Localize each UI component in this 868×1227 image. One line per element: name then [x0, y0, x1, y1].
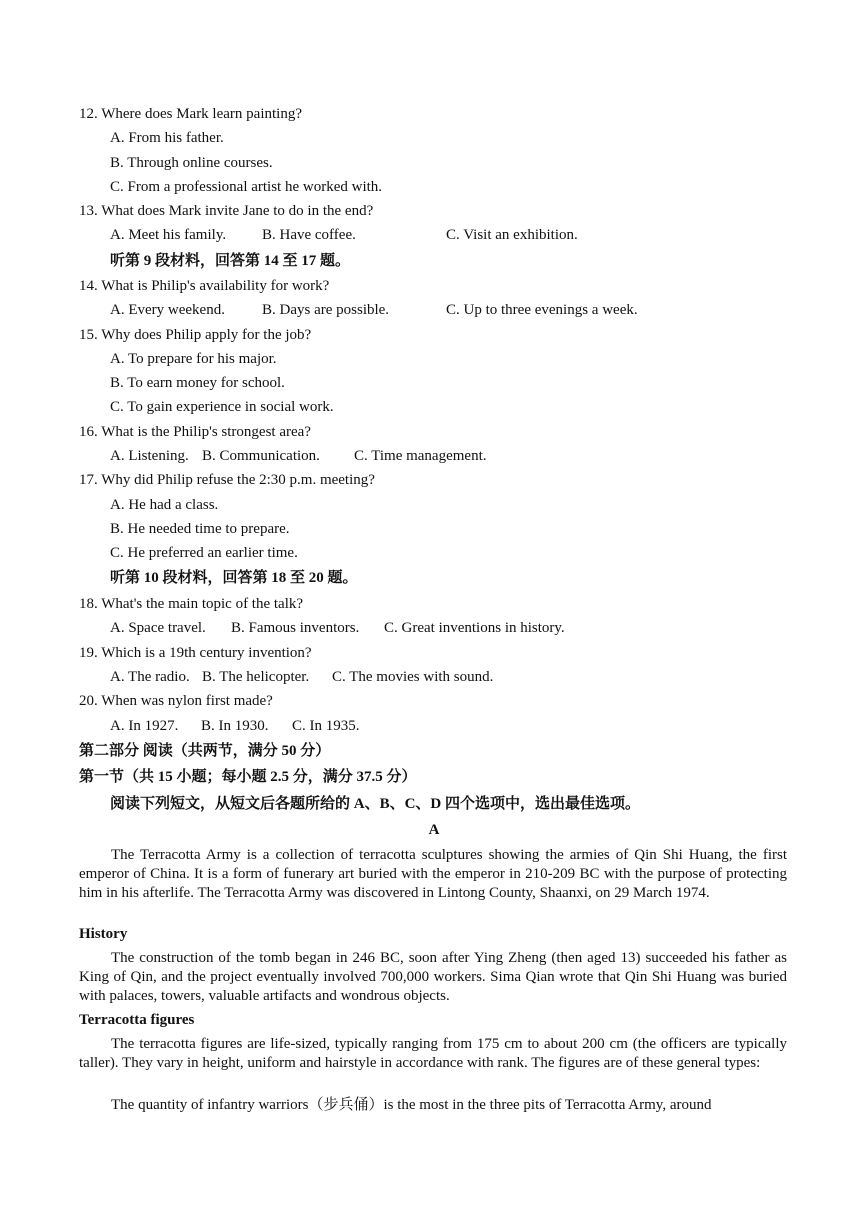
question-16-stem: 16. What is the Philip's strongest area?	[79, 424, 311, 440]
question-12-stem: 12. Where does Mark learn painting?	[79, 106, 302, 122]
question-16-options	[110, 447, 487, 466]
question-18-stem: 18. What's the main topic of the talk?	[79, 596, 304, 612]
question-14-option-b: B. Days are possible.	[262, 302, 390, 318]
question-14-stem: 14. What is Philip's availability for work?	[79, 278, 330, 294]
question-13-stem: 13. What does Mark invite Jane to do in the end?	[79, 203, 374, 219]
question-20-option-c: C. In 1935.	[292, 718, 360, 734]
question-18-option-b: B. Famous inventors.	[231, 620, 360, 636]
question-20-stem: 20. When was nylon first made?	[79, 693, 273, 709]
question-13-option-a: A. Meet his family.	[110, 227, 227, 243]
section-10-instruction: 听第 10 段材料，回答第 18 至 20 题。	[110, 570, 358, 586]
question-15-option-c: C. To gain experience in social work.	[110, 399, 334, 415]
passage-intro-paragraph: The Terracotta Army is a collection of terracotta sculptures showing the armies of Qin Shi Huang, the first emperor of China. It is a form of funerary art buried with the emperor in 210-209 BC with the purpose of protecting him in his afterlife. The Terracotta Army was discovered in Lintong County, Shaanxi, on 29 March 1974.	[79, 847, 787, 901]
infantry-paragraph: The quantity of infantry warriors（步兵俑）is the most in the three pits of Terracotta Army, around	[111, 1097, 712, 1113]
question-13-options	[110, 226, 578, 245]
question-14-options	[110, 301, 638, 320]
question-15-option-b: B. To earn money for school.	[110, 375, 285, 391]
question-17-option-c: C. He preferred an earlier time.	[110, 545, 298, 561]
question-19-option-a: A. The radio.	[110, 669, 190, 685]
question-16-option-b: B. Communication.	[202, 448, 320, 464]
question-12-option-b: B. Through online courses.	[110, 155, 273, 171]
question-17-option-a: A. He had a class.	[110, 497, 219, 513]
question-13-option-b: B. Have coffee.	[262, 227, 356, 243]
question-19-options	[110, 668, 494, 687]
question-17-option-b: B. He needed time to prepare.	[110, 521, 290, 537]
question-20-option-b: B. In 1930.	[201, 718, 269, 734]
question-19-option-b: B. The helicopter.	[202, 669, 310, 685]
question-15-option-a: A. To prepare for his major.	[110, 351, 277, 367]
history-heading: History	[79, 926, 128, 942]
question-18-option-a: A. Space travel.	[110, 620, 206, 636]
passage-label: A	[428, 822, 440, 838]
question-16-option-c: C. Time management.	[354, 448, 487, 464]
section-9-instruction: 听第 9 段材料，回答第 14 至 17 题。	[110, 253, 351, 269]
question-15-stem: 15. Why does Philip apply for the job?	[79, 327, 312, 343]
question-20-option-a: A. In 1927.	[110, 718, 179, 734]
question-12-option-a: A. From his father.	[110, 130, 224, 146]
question-14-option-c: C. Up to three evenings a week.	[446, 302, 638, 318]
question-18-option-c: C. Great inventions in history.	[384, 620, 565, 636]
question-17-stem: 17. Why did Philip refuse the 2:30 p.m. meeting?	[79, 472, 375, 488]
question-14-option-a: A. Every weekend.	[110, 302, 225, 318]
question-12-option-c: C. From a professional artist he worked with.	[110, 179, 383, 195]
question-19-option-c: C. The movies with sound.	[332, 669, 494, 685]
question-13-option-c: C. Visit an exhibition.	[446, 227, 578, 243]
question-20-options	[110, 717, 360, 736]
question-18-options	[110, 619, 565, 638]
question-19-stem: 19. Which is a 19th century invention?	[79, 645, 312, 661]
reading-directions: 阅读下列短文，从短文后各题所给的 A、B、C、D 四个选项中，选出最佳选项。	[110, 796, 641, 812]
question-16-option-a: A. Listening.	[110, 448, 189, 464]
terracotta-figures-paragraph: The terracotta figures are life-sized, typically ranging from 175 cm to about 200 cm (the officers are typically taller). They vary in height, uniform and hairstyle in accordance with rank. The figures are of these general types:	[79, 1036, 787, 1071]
part-2-heading: 第二部分 阅读（共两节，满分 50 分）	[79, 743, 331, 759]
history-paragraph: The construction of the tomb began in 246 BC, soon after Ying Zheng (then aged 13) succeeded his father as King of Qin, and the project eventually involved 700,000 workers. Sima Qian wrote that Qin Shi Huang was buried with palaces, towers, valuable artifacts and wondrous objects.	[79, 950, 787, 1004]
terracotta-figures-heading: Terracotta figures	[79, 1012, 195, 1028]
section-1-heading: 第一节（共 15 小题；每小题 2.5 分，满分 37.5 分）	[79, 769, 417, 785]
